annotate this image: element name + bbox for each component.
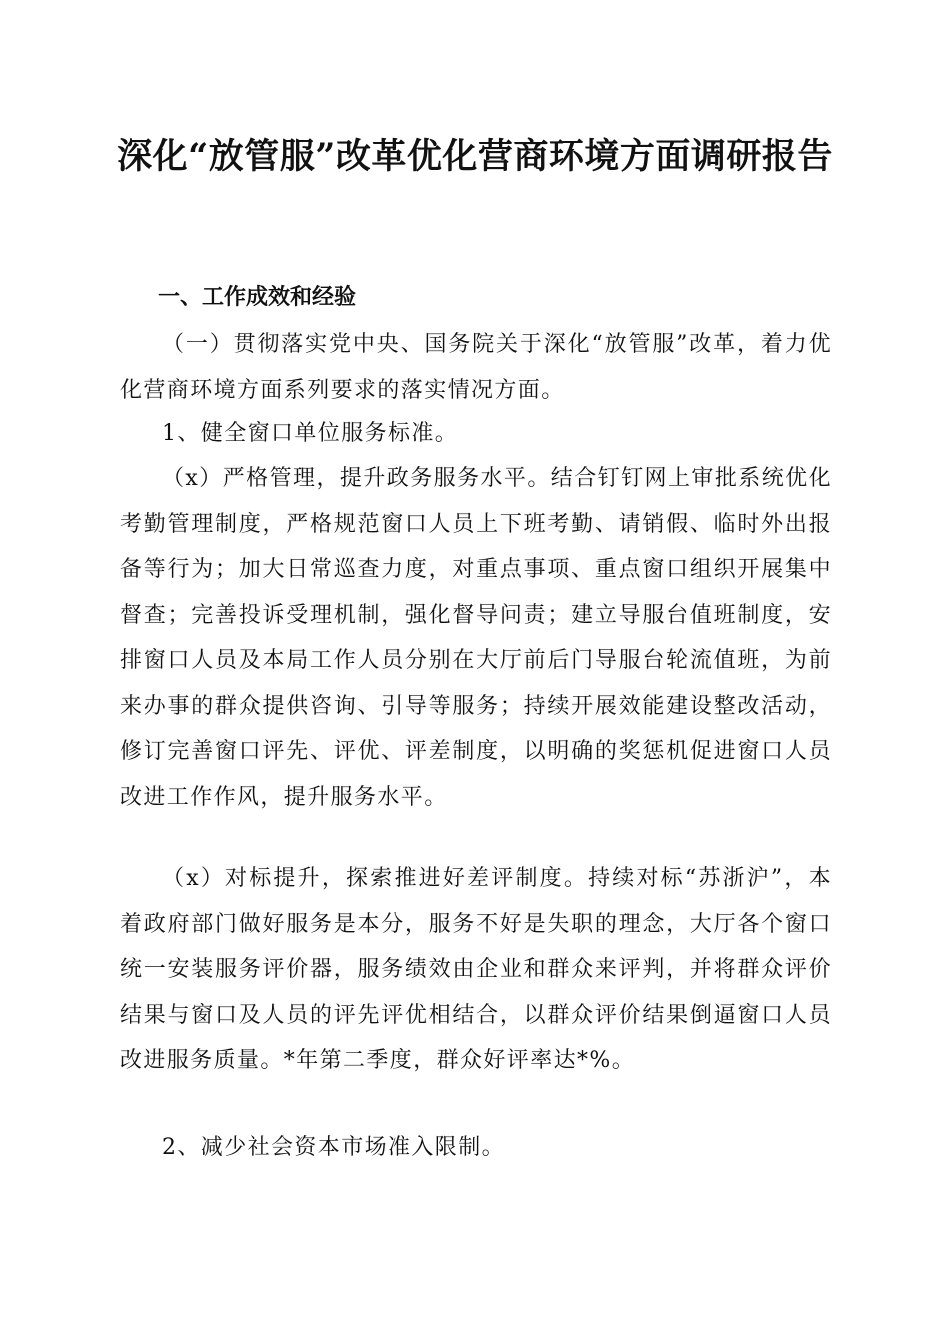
item-heading-1: 1、健全窗口单位服务标准。 [162,421,459,446]
body-paragraph-evaluation-system: （x）对标提升，探索推进好差评制度。持续对标“苏浙沪”，本着政府部门做好服务是本分，服务不好是失职的理念，大厅各个窗口统一安装服务评价器，服务绩效由企业和群众来评判，并将群众评价结果与窗口及人员的评先评优相结合，以群众评价结果倒逼窗口人员改进服务质量。*年第二季度，群众好评率达*%。 [120,866,832,1073]
item-heading-2: 2、减少社会资本市场准入限制。 [162,1135,505,1160]
section-heading: 一、工作成效和经验 [158,285,357,310]
subsection-heading: （一）贯彻落实党中央、国务院关于深化“放管服”改革，着力优化营商环境方面系列要求的落实情况方面。 [120,332,832,403]
document-title: 深化“放管服”改革优化营商环境方面调研报告 [117,136,833,177]
body-paragraph-strict-management: （x）严格管理，提升政务服务水平。结合钉钉网上审批系统优化考勤管理制度，严格规范窗口人员上下班考勤、请销假、临时外出报备等行为；加大日常巡查力度，对重点事项、重点窗口组织开展集中督查；完善投诉受理机制，强化督导问责；建立导服台值班制度，安排窗口人员及本局工作人员分别在大厅前后门导服台轮流值班，为前来办事的群众提供咨询、引导等服务；持续开展效能建设整改活动，修订完善窗口评先、评优、评差制度，以明确的奖惩机促进窗口人员改进工作作风，提升服务水平。 [120,466,832,810]
